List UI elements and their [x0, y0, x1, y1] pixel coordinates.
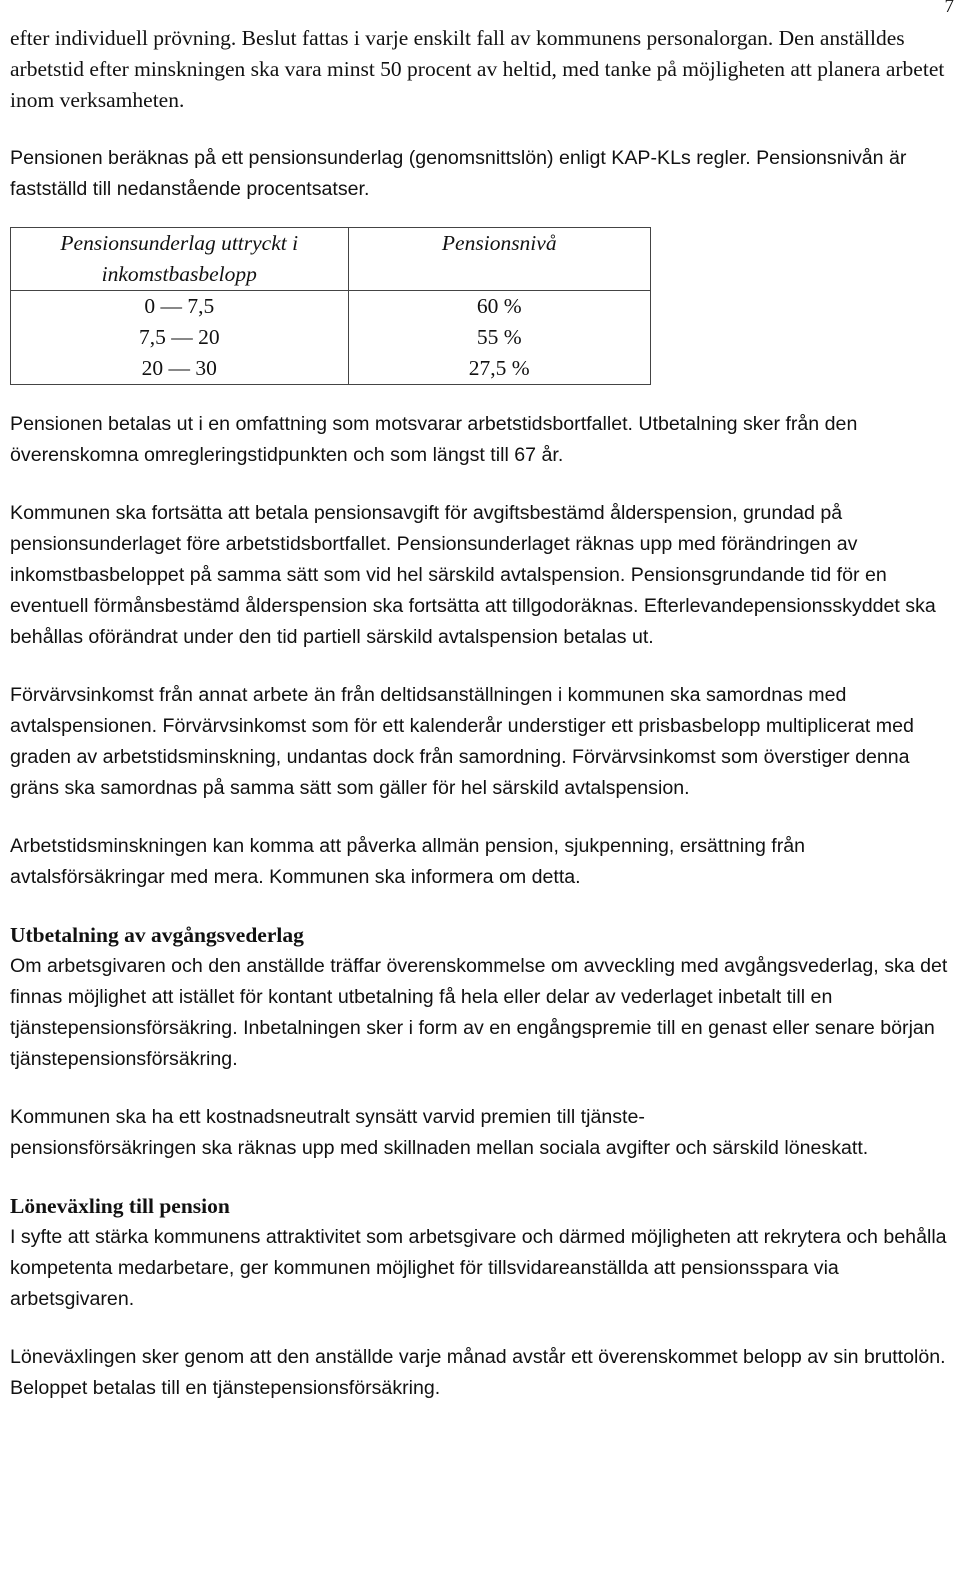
table-body-row [11, 291, 651, 385]
header-pension-basis: Pensionsunderlag uttryckt i inkomstbasbelopp [11, 228, 349, 291]
pension-levels-cell [348, 291, 651, 385]
paragraph-payment-extent: Pensionen betalas ut i en omfattning som motsvarar arbetstidsbortfallet. Utbetalning sker från den överenskomna omregleringstidpunkten och som längst till 67 år. [10, 413, 858, 466]
heading-salary-exchange: Löneväxling till pension [10, 1194, 230, 1218]
paragraph-pension-calculation: Pensionen beräknas på ett pensionsunderlag (genomsnittslön) enligt KAP-KLs regler. Pensionsnivån är fastställd till nedanstående procentsatser. [10, 147, 907, 200]
pension-level: 55 % [476, 325, 522, 349]
paragraph-severance-agreement: Om arbetsgivaren och den anställde träffar överenskommelse om avveckling med avgångsvederlag, ska det finnas möjlighet att istället för kontant utbetalning få hela eller delar av vederlaget inbetalt till en tjänstepensionsförsäkring. Inbetalningen sker i form av en engångspremie till en genast eller senare början tjänstepensionsförsäkring. [10, 955, 948, 1070]
paragraph-income-coordination: Förvärvsinkomst från annat arbete än från deltidsanställningen i kommunen ska samordnas med avtalspensionen. Förvärvsinkomst som för ett kalenderår understiger ett prisbasbelopp multiplicerat med graden av arbetstidsminskning, undantas dock från samordning. Förvärvsinkomst som överstiger denna gräns ska samordnas på samma sätt som gäller för hel särskild avtalspension. [10, 684, 914, 799]
paragraph-salary-exchange-method: Löneväxlingen sker genom att den anställde varje månad avstår ett överenskommet belopp av sin bruttolön. Beloppet betalas till en tjänstepensionsförsäkring. [10, 1346, 946, 1399]
basis-range: 0 — 7,5 [144, 294, 215, 318]
header-pension-level: Pensionsnivå [348, 228, 651, 291]
paragraph-individual-assessment: efter individuell prövning. Beslut fattas i varje enskilt fall av kommunens personalorgan. Den anställdes arbetstid efter minskningen ska vara minst 50 procent av heltid, med tanke på möjligheten att planera arbetet inom verksamheten. [10, 26, 945, 112]
document-body [10, 23, 955, 1404]
basis-range: 20 — 30 [141, 356, 217, 380]
basis-range: 7,5 — 20 [138, 325, 220, 349]
paragraph-cost-neutral: Kommunen ska ha ett kostnadsneutralt synsätt varvid premien till tjänste- pensionsförsäkringen ska räknas upp med skillnaden mellan sociala avgifter och särskild löneskatt. [10, 1106, 869, 1159]
heading-severance-payment: Utbetalning av avgångsvederlag [10, 923, 304, 947]
pension-level: 60 % [476, 294, 522, 318]
paragraph-pension-contribution: Kommunen ska fortsätta att betala pensionsavgift för avgiftsbestämd ålderspension, grundad på pensionsunderlaget före arbetstidsbortfallet. Pensionsunderlaget räknas upp med förändringen av inkomstbasbeloppet på samma sätt som vid hel särskild avtalspension. Pensionsgrundande tid för en eventuell förmånsbestämd ålderspension ska fortsätta att tillgodoräknas. Efterlevandepensionsskyddet ska behållas oförändrat under den tid partiell särskild avtalspension betalas ut. [10, 502, 936, 648]
paragraph-working-time-reduction: Arbetstidsminskningen kan komma att påverka allmän pension, sjukpenning, ersättning från avtalsförsäkringar med mera. Kommunen ska informera om detta. [10, 835, 806, 888]
pension-level: 27,5 % [468, 356, 530, 380]
basis-ranges-cell [11, 291, 349, 385]
pension-level-table [10, 227, 651, 385]
paragraph-salary-exchange-purpose: I syfte att stärka kommunens attraktivitet som arbetsgivare och därmed möjligheten att rekrytera och behålla kompetenta medarbetare, ger kommunen möjlighet för tillsvidareanställda att pensionsspara via arbetsgivaren. [10, 1226, 947, 1310]
page-number: 7 [944, 0, 954, 17]
table-header-row [11, 228, 651, 291]
